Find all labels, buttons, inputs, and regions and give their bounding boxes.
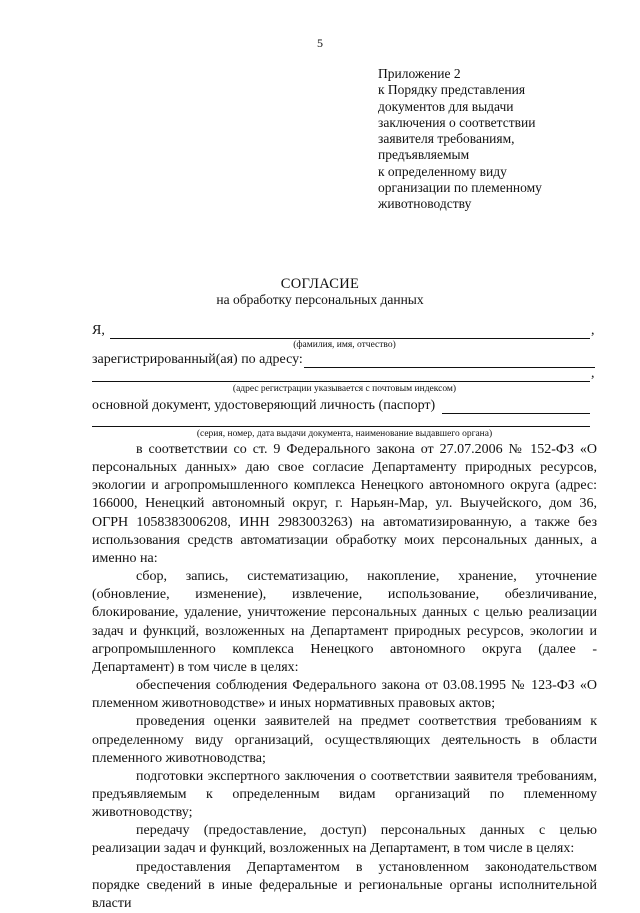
appendix-line: заявителя требованиям, (378, 131, 515, 147)
paragraph: сбор, запись, систематизацию, накопление, хранение, уточнение (обновление, изменение), извлечение, использование, обезличивание, блокирование, удаление, уничтожение персональных данных с целью реализации задач и функций, возложенных на Департамент природных ресурсов, экологии и агропромышленного комплекса Ненецкого автономного округа (далее - Департамент) в том числе в целях: (92, 569, 597, 675)
name-field-row (92, 323, 597, 341)
document-field-line2[interactable] (92, 426, 590, 427)
appendix-line: животноводству (378, 196, 472, 212)
name-comma: , (591, 323, 595, 338)
name-label: Я, (92, 323, 105, 338)
appendix-line: документов для выдачи (378, 98, 514, 114)
document-subtitle: на обработку персональных данных (216, 292, 424, 307)
appendix-line: Приложение 2 (378, 66, 461, 81)
appendix-header (378, 66, 618, 213)
paragraph: передачу (предоставление, доступ) персональных данных с целью реализации задач и функций, возложенных на Департамент, в том числе в целях: (92, 823, 597, 857)
appendix-line: к Порядку представления (378, 82, 526, 98)
appendix-line: организации по племенному (378, 180, 542, 196)
document-title: СОГЛАСИЕ (280, 276, 360, 292)
paragraph: предоставления Департаментом в установленном законодательством порядке сведений в иные федеральные и региональные органы исполнительной власти (92, 859, 597, 911)
paragraph: подготовки экспертного заключения о соответствии заявителя требованиям, предъявляемым к определенным видам организаций по племенному животноводству; (92, 768, 597, 821)
appendix-line: предъявляемым (378, 147, 470, 163)
consent-body (92, 441, 597, 913)
paragraph: обеспечения соблюдения Федерального закона от 03.08.1995 № 123-ФЗ «О племенном животноводстве» и иных нормативных правовых актов; (92, 678, 597, 712)
document-label: основной документ, удостоверяющий личность (паспорт) (92, 398, 436, 413)
name-field[interactable] (110, 338, 590, 339)
paragraph: в соответствии со ст. 9 Федерального закона от 27.07.2006 № 152-ФЗ «О персональных данных» даю свое согласие Департаменту природных ресурсов, экологии и агропромышленного комплекса Ненецкого автономного округа (адрес: 166000, Ненецкий автономный округ, г. Нарьян-Мар, ул. Выучейского, дом 36, ОГРН 1058383006208, ИНН 2983003263) на автоматизированную, а также без использования средств автоматизации обработку моих персональных данных, а именно на: (92, 442, 597, 566)
page-number: 5 (317, 36, 323, 50)
paragraph: проведения оценки заявителей на предмет соответствия требованиям к определенному виду организаций, осуществляющих деятельность в области племенного животноводства; (92, 714, 597, 766)
address-comma: , (591, 366, 595, 381)
name-hint: (фамилия, имя, отчество) (293, 340, 396, 350)
address-hint: (адрес регистрации указывается с почтовым индексом) (232, 384, 457, 394)
address-label: зарегистрированный(ая) по адресу: (92, 352, 303, 367)
appendix-line: заключения о соответствии (378, 114, 536, 130)
address-field-line2[interactable] (92, 381, 590, 382)
document-hint: (серия, номер, дата выдачи документа, наименование выдавшего органа) (196, 429, 493, 439)
appendix-line: к определенному виду (378, 163, 507, 179)
